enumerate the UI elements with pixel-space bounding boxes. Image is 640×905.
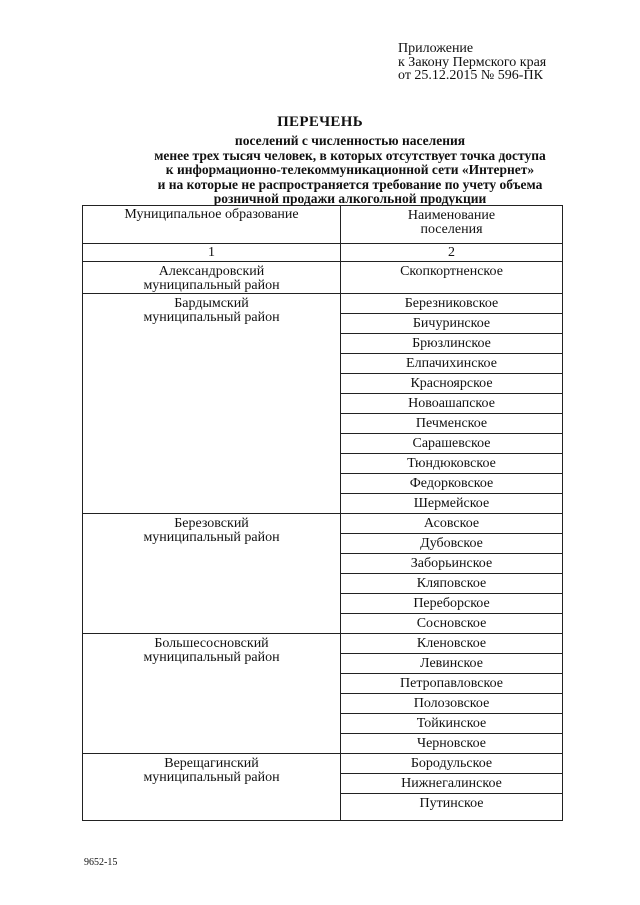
header-municipality: Муниципальное образование xyxy=(83,206,341,244)
header-settlement-line2: поселения xyxy=(420,222,483,237)
settlement-cell: Заборьинское xyxy=(341,554,563,574)
settlement-cell: Шермейское xyxy=(341,494,563,514)
column-number-1: 1 xyxy=(83,244,341,262)
table-row xyxy=(83,514,563,534)
settlement-cell: Кленовское xyxy=(341,634,563,654)
document-code: 9652-15 xyxy=(84,857,118,868)
settlement-cell: Новоашапское xyxy=(341,394,563,414)
municipality-cell xyxy=(83,262,341,294)
municipality-name: Александровский xyxy=(158,264,265,279)
subtitle-line: и на которые не распространяется требование по учету объема xyxy=(157,176,543,192)
municipality-cell xyxy=(83,634,341,754)
document-subtitle xyxy=(0,134,640,207)
appendix-note xyxy=(398,42,546,83)
subtitle-line: поселений с численностью населения xyxy=(234,133,466,148)
settlement-cell: Скопкортненское xyxy=(341,262,563,294)
settlement-cell: Нижнегалинское xyxy=(341,774,563,794)
municipality-name: Бардымский xyxy=(174,296,249,311)
settlement-cell: Кляповское xyxy=(341,574,563,594)
table-row xyxy=(83,294,563,314)
settlement-cell: Федорковское xyxy=(341,474,563,494)
settlement-cell: Полозовское xyxy=(341,694,563,714)
header-settlement-line1: Наименование xyxy=(407,208,496,223)
settlements-table xyxy=(82,205,563,821)
settlement-cell: Дубовское xyxy=(341,534,563,554)
municipality-name: Березовский xyxy=(174,516,249,531)
table-row xyxy=(83,634,563,654)
document-title: ПЕРЕЧЕНЬ xyxy=(277,114,363,130)
settlement-cell: Петропавловское xyxy=(341,674,563,694)
settlement-cell: Брюзлинское xyxy=(341,334,563,354)
settlement-cell: Левинское xyxy=(341,654,563,674)
municipality-type: муниципальный район xyxy=(143,278,280,293)
municipality-type: муниципальный район xyxy=(143,770,280,785)
appendix-date: от 25.12.2015 № 596-ПК xyxy=(398,68,543,83)
municipality-type: муниципальный район xyxy=(143,650,280,665)
settlement-cell: Бородульское xyxy=(341,754,563,774)
municipality-type: муниципальный район xyxy=(143,310,280,325)
settlement-cell: Черновское xyxy=(341,734,563,754)
subtitle-line: менее трех тысяч человек, в которых отсутствует точка доступа xyxy=(154,147,546,163)
settlement-cell: Печменское xyxy=(341,414,563,434)
municipality-name: Большесосновский xyxy=(154,636,269,651)
settlement-cell: Сарашевское xyxy=(341,434,563,454)
settlement-cell: Елпачихинское xyxy=(341,354,563,374)
settlement-cell: Бичуринское xyxy=(341,314,563,334)
table-row xyxy=(83,262,563,294)
column-number-2: 2 xyxy=(341,244,563,262)
settlement-cell: Сосновское xyxy=(341,614,563,634)
settlement-cell: Березниковское xyxy=(341,294,563,314)
municipality-name: Верещагинский xyxy=(164,756,259,771)
settlement-cell: Тюндюковское xyxy=(341,454,563,474)
table-header-row xyxy=(83,206,563,244)
municipality-cell xyxy=(83,514,341,634)
settlement-cell: Асовское xyxy=(341,514,563,534)
subtitle-line: розничной продажи алкогольной продукции xyxy=(213,191,487,206)
settlement-cell: Тойкинское xyxy=(341,714,563,734)
settlement-cell: Переборское xyxy=(341,594,563,614)
municipality-cell xyxy=(83,754,341,821)
column-numbers-row xyxy=(83,244,563,262)
table-row xyxy=(83,754,563,774)
header-settlement xyxy=(341,206,563,244)
appendix-law: к Закону Пермского края xyxy=(398,54,547,70)
appendix-label: Приложение xyxy=(398,41,474,56)
settlement-cell: Красноярское xyxy=(341,374,563,394)
municipality-cell xyxy=(83,294,341,514)
municipality-type: муниципальный район xyxy=(143,530,280,545)
settlement-cell: Путинское xyxy=(341,794,563,821)
subtitle-line: к информационно-телекоммуникационной сети «Интернет» xyxy=(165,162,535,177)
